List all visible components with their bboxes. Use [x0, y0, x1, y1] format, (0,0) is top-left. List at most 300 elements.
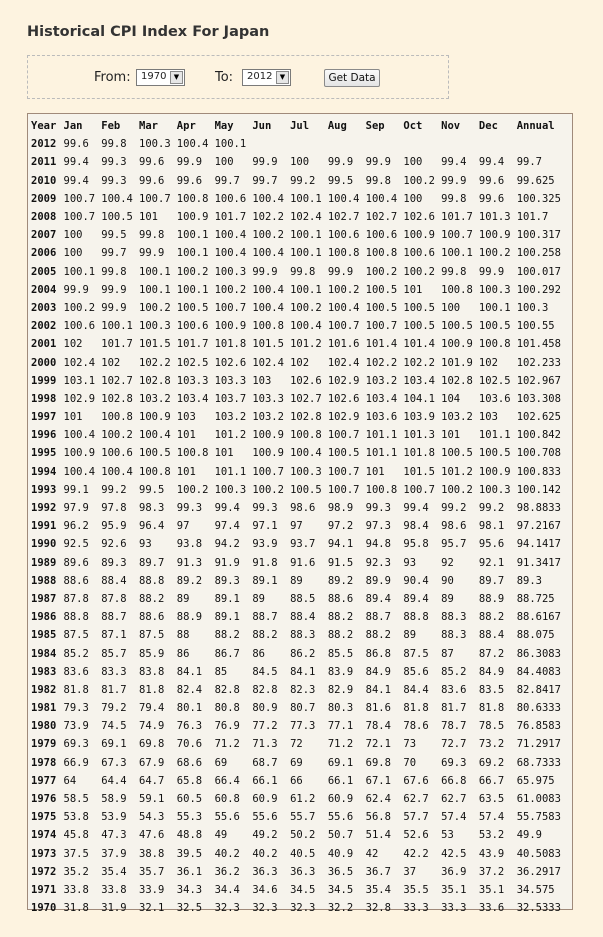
cpi-cell: 32.2 [327, 902, 354, 915]
cpi-cell: 69 [214, 756, 228, 769]
cpi-cell: 101.1 [365, 447, 398, 460]
cpi-cell: 97.9 [63, 502, 89, 515]
year-cell: 1993 [31, 483, 57, 496]
cpi-cell: 103.7 [214, 392, 247, 405]
cpi-cell: 84.9 [365, 665, 391, 678]
cpi-cell: 89.7 [478, 574, 505, 587]
cpi-cell: 100.1 [478, 301, 511, 314]
cpi-cell: 100 [290, 156, 310, 169]
cpi-cell: 100.9 [403, 229, 435, 242]
year-cell: 1984 [31, 647, 57, 660]
cpi-cell: 58.9 [101, 793, 127, 806]
cpi-cell: 35.4 [101, 865, 127, 878]
cpi-cell: 100.1 [290, 229, 322, 242]
cpi-cell: 99.4 [478, 156, 505, 169]
cpi-cell: 93.8 [176, 538, 203, 551]
year-cell: 2002 [31, 320, 57, 333]
cpi-cell: 102 [290, 356, 310, 369]
cpi-cell: 73 [403, 738, 417, 751]
cpi-cell: 36.2917 [516, 865, 561, 878]
cpi-cell: 92.1 [478, 556, 505, 569]
cpi-cell: 86.2 [290, 647, 316, 660]
cpi-cell [479, 135, 517, 153]
cpi-cell: 100.2 [290, 301, 322, 314]
table-row [31, 717, 572, 735]
cpi-cell: 100.9 [478, 465, 511, 478]
cpi-cell: 100.7 [63, 192, 96, 205]
cpi-cell: 101 [63, 411, 83, 424]
cpi-cell: 84.1 [365, 683, 391, 696]
cpi-cell: 101 [139, 211, 158, 224]
cpi-cell: 99.2 [441, 502, 467, 515]
cpi-cell: 43.9 [478, 847, 505, 860]
cpi-cell: 86.8 [365, 647, 391, 660]
cpi-cell: 40.5 [290, 847, 316, 860]
cpi-cell: 100.4 [252, 283, 284, 296]
cpi-cell: 99.6 [63, 138, 89, 151]
from-year-select[interactable] [136, 69, 185, 86]
cpi-cell: 32.1 [139, 902, 165, 915]
table-row [31, 572, 572, 590]
cpi-cell: 100.1 [290, 247, 322, 260]
cpi-cell: 88.6167 [516, 611, 561, 624]
column-header: Mar [139, 120, 158, 133]
cpi-cell: 99.9 [252, 265, 278, 278]
cpi-cell: 100.9 [139, 411, 171, 424]
cpi-cell: 92.5 [63, 538, 89, 551]
cpi-cell: 99.8 [290, 265, 316, 278]
chevron-down-icon: ▼ [170, 71, 183, 84]
cpi-cell: 99.9 [441, 174, 467, 187]
cpi-cell: 70 [403, 756, 417, 769]
cpi-cell [290, 135, 328, 153]
cpi-cell: 101.7 [516, 211, 549, 224]
cpi-cell: 100.4 [139, 429, 171, 442]
cpi-cell: 60.5 [176, 793, 203, 806]
cpi-cell: 36.3 [290, 865, 316, 878]
cpi-cell: 74.9 [139, 720, 165, 733]
cpi-cell: 84.5 [252, 665, 278, 678]
cpi-cell: 102.2 [365, 356, 398, 369]
cpi-cell: 54.3 [139, 811, 165, 824]
cpi-cell: 76.9 [214, 720, 240, 733]
cpi-cell: 103 [176, 411, 196, 424]
cpi-cell: 97 [290, 520, 303, 533]
cpi-cell: 100.4 [214, 229, 247, 242]
cpi-cell: 68.7 [252, 756, 278, 769]
cpi-cell: 88.9 [478, 592, 505, 605]
year-cell: 2005 [31, 265, 57, 278]
column-header: Oct [403, 120, 423, 133]
cpi-cell: 102.9 [327, 411, 360, 424]
cpi-cell: 100.8 [176, 447, 209, 460]
year-cell: 2003 [31, 301, 57, 314]
cpi-cell: 101.6 [327, 338, 360, 351]
cpi-cell: 100.9 [63, 447, 96, 460]
cpi-cell: 87.5 [403, 647, 429, 660]
cpi-cell: 100.7 [214, 301, 247, 314]
date-range-form [27, 55, 449, 99]
cpi-cell: 100.9 [214, 320, 247, 333]
cpi-cell: 88.2 [214, 629, 240, 642]
cpi-cell: 64.4 [101, 774, 127, 787]
cpi-cell: 72.1 [365, 738, 391, 751]
cpi-cell: 62.7 [403, 793, 429, 806]
cpi-cell: 81.6 [365, 702, 391, 715]
cpi-cell: 85.5 [327, 647, 354, 660]
cpi-cell: 39.5 [176, 847, 203, 860]
cpi-cell: 100.833 [516, 465, 561, 478]
cpi-cell: 85 [214, 665, 228, 678]
cpi-cell: 81.8 [403, 702, 429, 715]
year-cell: 1999 [31, 374, 57, 387]
cpi-cell: 100.3 [478, 483, 511, 496]
cpi-cell: 53.8 [63, 811, 89, 824]
cpi-cell: 100.8 [139, 465, 171, 478]
cpi-cell: 34.3 [176, 883, 203, 896]
cpi-cell: 47.6 [139, 829, 165, 842]
year-cell: 2007 [31, 229, 57, 242]
cpi-cell: 101.1 [478, 429, 511, 442]
cpi-cell: 89.1 [214, 592, 240, 605]
cpi-cell: 87.8 [101, 592, 127, 605]
cpi-cell: 40.2 [252, 847, 278, 860]
cpi-cell: 100.7 [441, 229, 473, 242]
cpi-cell: 88.725 [516, 592, 555, 605]
cpi-cell: 36.1 [176, 865, 203, 878]
cpi-cell: 103.9 [403, 411, 435, 424]
cpi-cell: 95.8 [403, 538, 429, 551]
cpi-cell: 101 [176, 429, 196, 442]
cpi-cell: 100.9 [252, 429, 284, 442]
cpi-cell: 65.8 [176, 774, 203, 787]
cpi-cell: 100.1 [290, 192, 322, 205]
cpi-cell: 87.1 [101, 629, 127, 642]
cpi-cell: 86 [176, 647, 190, 660]
cpi-cell: 85.2 [63, 647, 89, 660]
cpi-cell: 101.3 [478, 211, 511, 224]
cpi-cell: 82.9 [327, 683, 354, 696]
cpi-cell: 100.142 [516, 483, 561, 496]
cpi-cell: 98.1 [478, 520, 505, 533]
cpi-cell: 102.6 [214, 356, 247, 369]
column-header: Sep [365, 120, 385, 133]
cpi-cell: 88.8 [63, 611, 89, 624]
cpi-cell: 88.075 [516, 629, 555, 642]
cpi-cell: 83.8 [139, 665, 165, 678]
cpi-cell: 57.4 [441, 811, 467, 824]
cpi-cell: 99.3 [101, 174, 127, 187]
cpi-cell: 94.1417 [516, 538, 561, 551]
cpi-cell: 99.8 [441, 192, 467, 205]
cpi-cell: 74.5 [101, 720, 127, 733]
cpi-cell: 87.5 [139, 629, 165, 642]
cpi-cell: 89.6 [63, 556, 89, 569]
cpi-cell: 66.1 [252, 774, 278, 787]
cpi-cell: 102.4 [63, 356, 96, 369]
cpi-cell: 100 [403, 156, 423, 169]
cpi-cell: 100.7 [403, 483, 435, 496]
cpi-cell: 89.9 [365, 574, 391, 587]
cpi-cell: 68.6 [176, 756, 203, 769]
cpi-cell: 100.317 [516, 229, 561, 242]
cpi-cell [517, 135, 572, 153]
cpi-cell: 91.8 [252, 556, 278, 569]
cpi-cell: 101 [214, 447, 234, 460]
table-header-row [31, 117, 572, 135]
table-row [31, 626, 572, 644]
cpi-cell: 69.8 [139, 738, 165, 751]
cpi-cell: 99.4 [441, 156, 467, 169]
cpi-cell: 78.5 [478, 720, 505, 733]
cpi-cell: 95.6 [478, 538, 505, 551]
cpi-cell: 91.3 [176, 556, 203, 569]
cpi-cell: 100.325 [516, 192, 561, 205]
cpi-cell: 66 [290, 774, 303, 787]
cpi-cell: 99.9 [101, 283, 127, 296]
cpi-cell: 97.8 [101, 502, 127, 515]
cpi-cell: 101 [441, 429, 461, 442]
cpi-cell: 100 [214, 156, 234, 169]
cpi-cell: 88.2 [252, 629, 278, 642]
table-row [31, 772, 572, 790]
cpi-cell: 66.7 [478, 774, 505, 787]
cpi-cell: 67.3 [101, 756, 127, 769]
year-cell: 1980 [31, 720, 57, 733]
cpi-cell: 99.2 [478, 502, 505, 515]
cpi-cell: 78.6 [403, 720, 429, 733]
cpi-cell: 99.6 [478, 192, 505, 205]
cpi-cell: 100.5 [365, 301, 398, 314]
to-year-select[interactable] [242, 69, 291, 86]
cpi-cell: 103.3 [252, 392, 284, 405]
cpi-cell: 103.3 [214, 374, 247, 387]
table-row [31, 281, 572, 299]
table-row [31, 808, 572, 826]
cpi-cell: 99.9 [365, 156, 391, 169]
cpi-cell: 100.4 [290, 320, 322, 333]
cpi-cell: 85.7 [101, 647, 127, 660]
cpi-cell: 100.5 [290, 483, 322, 496]
cpi-cell: 88.7 [365, 611, 391, 624]
cpi-cell: 34.4 [214, 883, 240, 896]
cpi-cell: 100.3 [290, 465, 322, 478]
cpi-cell: 84.1 [176, 665, 203, 678]
cpi-cell: 32.3 [252, 902, 278, 915]
cpi-cell: 99.7 [252, 174, 278, 187]
cpi-cell: 100.1 [139, 283, 171, 296]
cpi-cell: 101.8 [403, 447, 435, 460]
cpi-cell: 99.2 [290, 174, 316, 187]
cpi-cell: 102.233 [516, 356, 561, 369]
cpi-cell: 82.8 [252, 683, 278, 696]
table-row [31, 754, 572, 772]
cpi-cell: 100.2 [365, 265, 398, 278]
cpi-cell: 100.8 [252, 320, 284, 333]
cpi-cell: 99.7 [214, 174, 240, 187]
cpi-cell: 89.1 [252, 574, 278, 587]
cpi-cell: 102.5 [478, 374, 511, 387]
cpi-cell: 33.9 [139, 883, 165, 896]
cpi-cell: 104.1 [403, 392, 435, 405]
cpi-cell: 88.5 [290, 592, 316, 605]
cpi-cell: 103.2 [214, 411, 247, 424]
table-row [31, 881, 572, 899]
get-data-button[interactable]: Get Data [324, 69, 380, 87]
year-cell: 1988 [31, 574, 57, 587]
cpi-cell: 88.2 [139, 592, 165, 605]
cpi-cell: 69.2 [478, 756, 505, 769]
cpi-cell: 95.7 [441, 538, 467, 551]
cpi-cell: 99.8 [101, 265, 127, 278]
cpi-cell: 88.4 [101, 574, 127, 587]
cpi-cell: 100.4 [365, 192, 398, 205]
cpi-cell: 52.6 [403, 829, 429, 842]
column-header: Dec [478, 120, 498, 133]
cpi-cell: 97.2167 [516, 520, 561, 533]
year-cell: 1972 [31, 865, 57, 878]
cpi-cell: 100.7 [252, 465, 284, 478]
cpi-cell: 98.6 [441, 520, 467, 533]
cpi-cell: 89.3 [214, 574, 240, 587]
table-row [31, 590, 572, 608]
cpi-cell: 100.8 [478, 338, 511, 351]
cpi-cell: 32.5 [176, 902, 203, 915]
cpi-cell: 99.2 [101, 483, 127, 496]
cpi-cell: 100.8 [365, 483, 398, 496]
cpi-cell: 102 [478, 356, 498, 369]
year-cell: 1997 [31, 411, 57, 424]
table-row [31, 444, 572, 462]
table-row [31, 226, 572, 244]
year-cell: 1986 [31, 611, 57, 624]
cpi-cell: 78.4 [365, 720, 391, 733]
year-cell: 2006 [31, 247, 57, 260]
cpi-cell: 69.1 [101, 738, 127, 751]
cpi-cell: 99.9 [139, 247, 165, 260]
cpi-cell: 37 [403, 865, 417, 878]
table-row [31, 426, 572, 444]
cpi-cell: 65.975 [516, 774, 555, 787]
cpi-cell: 60.8 [214, 793, 240, 806]
year-cell: 1983 [31, 665, 57, 678]
cpi-cell: 99.5 [139, 483, 165, 496]
cpi-cell: 99.8 [101, 138, 127, 151]
cpi-cell: 101.4 [403, 338, 435, 351]
cpi-cell: 92.3 [365, 556, 391, 569]
cpi-cell: 50.2 [290, 829, 316, 842]
table-row [31, 135, 572, 153]
cpi-cell: 97.1 [252, 520, 278, 533]
cpi-cell: 100.842 [516, 429, 561, 442]
cpi-cell: 85.2 [441, 665, 467, 678]
cpi-cell: 83.6 [441, 683, 467, 696]
cpi-cell: 48.8 [176, 829, 203, 842]
cpi-cell: 89.4 [403, 592, 429, 605]
cpi-cell: 100.3 [214, 483, 247, 496]
cpi-cell: 101 [403, 283, 423, 296]
cpi-cell: 100 [441, 301, 461, 314]
cpi-cell: 66.8 [441, 774, 467, 787]
column-header: Apr [176, 120, 196, 133]
year-cell: 2011 [31, 156, 57, 169]
cpi-cell: 77.3 [290, 720, 316, 733]
cpi-cell [252, 135, 290, 153]
cpi-cell: 103.3 [176, 374, 209, 387]
cpi-cell: 101.7 [101, 338, 133, 351]
cpi-cell: 102.6 [290, 374, 322, 387]
cpi-cell: 100.5 [441, 447, 473, 460]
year-cell: 1979 [31, 738, 57, 751]
cpi-cell: 102.967 [516, 374, 561, 387]
year-cell: 1973 [31, 847, 57, 860]
cpi-cell: 102.6 [403, 211, 435, 224]
cpi-cell: 88 [176, 629, 190, 642]
cpi-cell: 101.2 [441, 465, 473, 478]
cpi-cell: 84.1 [290, 665, 316, 678]
cpi-cell: 89 [176, 592, 190, 605]
cpi-cell: 102.7 [327, 211, 360, 224]
cpi-cell: 100.8 [441, 283, 473, 296]
cpi-cell: 70.6 [176, 738, 203, 751]
cpi-cell: 100.4 [327, 301, 360, 314]
cpi-cell: 53.9 [101, 811, 127, 824]
cpi-cell: 86.3083 [516, 647, 561, 660]
cpi-cell: 100 [63, 247, 83, 260]
cpi-cell: 79.3 [63, 702, 89, 715]
year-cell: 1974 [31, 829, 57, 842]
cpi-cell: 99.9 [63, 283, 89, 296]
cpi-cell: 71.2 [214, 738, 240, 751]
cpi-cell: 69 [290, 756, 303, 769]
cpi-cell: 103.4 [403, 374, 435, 387]
cpi-cell: 73.9 [63, 720, 89, 733]
cpi-cell: 100.2 [63, 301, 96, 314]
year-cell: 1978 [31, 756, 57, 769]
cpi-cell: 99.9 [101, 301, 127, 314]
cpi-cell: 100.3 [478, 283, 511, 296]
column-header: Aug [327, 120, 347, 133]
cpi-cell: 88.4 [478, 629, 505, 642]
cpi-cell: 102.9 [327, 374, 360, 387]
cpi-cell: 97 [176, 520, 190, 533]
cpi-cell: 102.7 [101, 374, 133, 387]
cpi-cell: 84.4083 [516, 665, 561, 678]
cpi-cell: 89.3 [101, 556, 127, 569]
cpi-cell: 55.6 [214, 811, 240, 824]
cpi-cell: 102.8 [290, 411, 322, 424]
cpi-cell: 91.6 [290, 556, 316, 569]
cpi-cell: 100.2 [101, 429, 133, 442]
cpi-cell: 97.2 [327, 520, 354, 533]
cpi-cell: 51.4 [365, 829, 391, 842]
cpi-cell: 98.8833 [516, 502, 561, 515]
cpi-cell: 80.9 [252, 702, 278, 715]
cpi-cell: 100.5 [478, 447, 511, 460]
cpi-cell: 87 [441, 647, 454, 660]
cpi-cell: 100.2 [176, 483, 209, 496]
cpi-cell: 32.3 [214, 902, 240, 915]
cpi-cell: 58.5 [63, 793, 89, 806]
cpi-cell: 100.2 [252, 229, 284, 242]
table-row [31, 335, 572, 353]
cpi-cell: 99.8 [365, 174, 391, 187]
cpi-cell: 102.625 [516, 411, 561, 424]
cpi-cell: 100.8 [365, 247, 398, 260]
cpi-cell: 100.708 [516, 447, 561, 460]
table-row [31, 644, 572, 662]
year-cell: 2012 [31, 138, 57, 151]
